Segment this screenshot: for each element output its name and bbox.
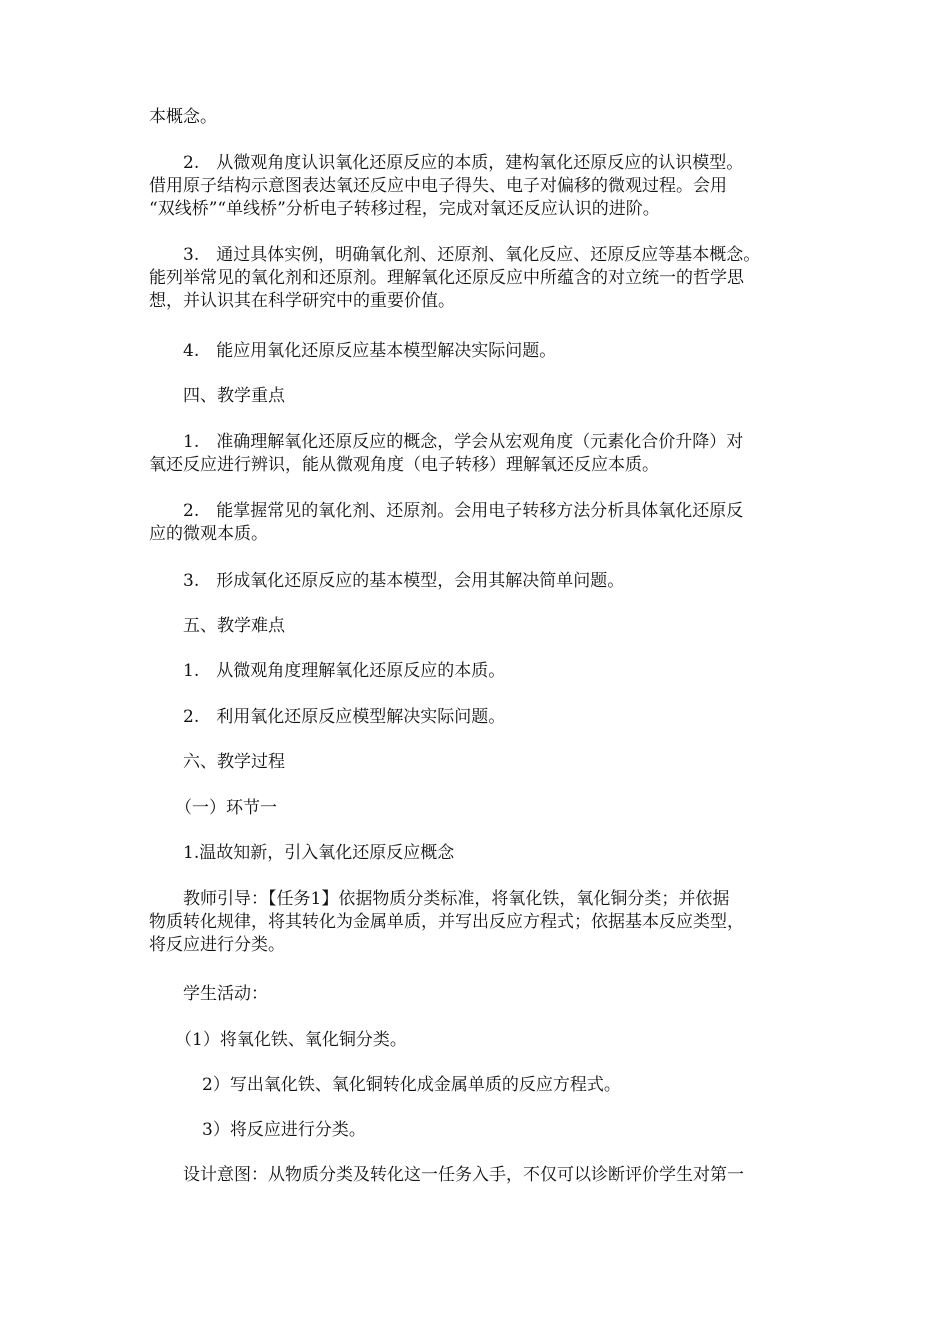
section-heading-key-points: 四、教学重点 bbox=[183, 386, 285, 406]
text-line: 2. 从微观角度认识氧化还原反应的本质，建构氧化还原反应的认识模型。 bbox=[183, 153, 744, 173]
goal-item-3 bbox=[149, 244, 819, 313]
key-point-2 bbox=[149, 500, 819, 546]
subsection-heading-stage-1: （一）环节一 bbox=[175, 798, 277, 818]
student-activity-2: 2）写出氧化铁、氧化铜转化成金属单质的反应方程式。 bbox=[202, 1075, 621, 1095]
text-line: 物质转化规律，将其转化为金属单质，并写出反应方程式；依据基本反应类型， bbox=[149, 912, 744, 932]
text-line: “双线桥”“单线桥”分析电子转移过程，完成对氧还反应认识的进阶。 bbox=[149, 199, 660, 219]
text-line: 能列举常见的氧化剂和还原剂。理解氧化还原反应中所蕴含的对立统一的哲学思 bbox=[149, 268, 744, 288]
text-line: 2. 能掌握常见的氧化剂、还原剂。会用电子转移方法分析具体氧化还原反 bbox=[183, 501, 744, 521]
design-intent: 设计意图：从物质分类及转化这一任务入手，不仅可以诊断评价学生对第一 bbox=[183, 1165, 744, 1185]
text-line: 氧还反应进行辨识，能从微观角度（电子转移）理解氧还反应本质。 bbox=[149, 455, 659, 475]
text-line: 想，并认识其在科学研究中的重要价值。 bbox=[149, 291, 455, 311]
student-activity-1: （1）将氧化铁、氧化铜分类。 bbox=[175, 1030, 407, 1050]
goal-item-2 bbox=[149, 152, 819, 221]
text-line: 3. 通过具体实例，明确氧化剂、还原剂、氧化反应、还原反应等基本概念。 bbox=[183, 245, 761, 265]
section-heading-process: 六、教学过程 bbox=[183, 752, 285, 772]
text-line: 应的微观本质。 bbox=[149, 524, 268, 544]
text-line: 教师引导：【任务1】依据物质分类标准，将氧化铁，氧化铜分类；并依据 bbox=[183, 889, 730, 909]
student-activity-label: 学生活动： bbox=[183, 984, 268, 1004]
student-activity-3: 3）将反应进行分类。 bbox=[202, 1120, 366, 1140]
text-line: 将反应进行分类。 bbox=[149, 935, 285, 955]
goal-item-4: 4. 能应用氧化还原反应基本模型解决实际问题。 bbox=[183, 341, 557, 361]
section-heading-difficulties: 五、教学难点 bbox=[183, 616, 285, 636]
teacher-guidance bbox=[149, 888, 819, 957]
key-point-1 bbox=[149, 431, 819, 477]
difficulty-2: 2. 利用氧化还原反应模型解决实际问题。 bbox=[183, 707, 506, 727]
paragraph-continuation: 本概念。 bbox=[149, 107, 217, 127]
difficulty-1: 1. 从微观角度理解氧化还原反应的本质。 bbox=[183, 661, 506, 681]
text-line: 借用原子结构示意图表达氧还反应中电子得失、电子对偏移的微观过程。会用 bbox=[149, 176, 727, 196]
key-point-3: 3. 形成氧化还原反应的基本模型，会用其解决简单问题。 bbox=[183, 571, 625, 591]
text-line: 1. 准确理解氧化还原反应的概念，学会从宏观角度（元素化合价升降）对 bbox=[183, 432, 744, 452]
step-heading: 1.温故知新，引入氧化还原反应概念 bbox=[183, 843, 455, 863]
